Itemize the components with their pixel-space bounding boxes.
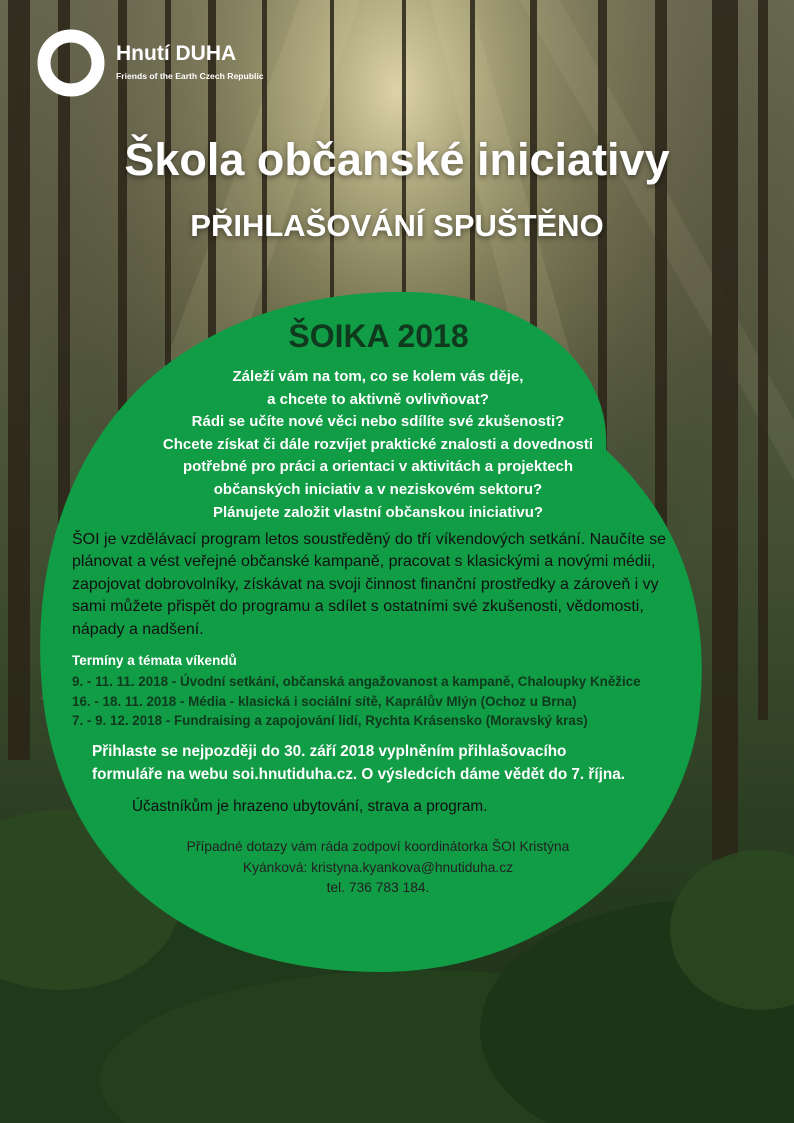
apply-line: Přihlaste se nejpozději do 30. září 2018 vyplněním přihlašovacího [92,743,567,760]
question-line: a chcete to aktivně ovlivňovat? [267,390,489,408]
org-name: Hnutí DUHA [116,42,237,65]
question-line: občanských iniciativ a v neziskovém sektoru? [213,480,543,498]
org-subtitle: Friends of the Earth Czech Republic [116,71,264,81]
contact-info [100,837,656,899]
terms-list [72,672,641,731]
contact-line: tel. 736 783 184. [326,880,430,895]
ring-logo-icon [36,28,106,98]
covered-costs: Účastníkům je hrazeno ubytování, strava a program. [132,798,488,815]
intro-paragraph: ŠOI je vzdělávací program letos soustředěný do tří víkendových setkání. Naučíte se plánovat a vést veřejné občanské kampaně, pracovat s klasickými a novými médii, zapojovat dobrovolníky, získávat na svoji činnost finanční prostředky a zároveň i vy sami můžete přispět do programu a sdílet s ostatními své zkušenosti, vědomosti, nápady a nadšení. [72,531,667,638]
question-line: Plánujete založit vlastní občanskou iniciativu? [212,503,544,521]
page-subtitle: PŘIHLAŠOVÁNÍ SPUŠTĚNO [190,208,604,243]
apply-info [92,740,692,786]
term-item: 9. - 11. 11. 2018 - Úvodní setkání, občanská angažovanost a kampaně, Chaloupky Kněžice [72,674,641,689]
page-title: Škola občanské iniciativy [124,134,670,185]
question-line: Chcete získat či dále rozvíjet praktické znalosti a dovednosti [162,435,594,453]
contact-line: Případné dotazy vám ráda zodpoví koordinátorka ŠOI Kristýna [186,839,570,854]
term-item: 7. - 9. 12. 2018 - Fundraising a zapojování lidí, Rychta Krásensko (Moravský kras) [72,713,588,728]
question-line: potřebné pro práci a orientaci v aktivitách a projektech [182,458,574,476]
apply-line: formuláře na webu soi.hnutiduha.cz. O výsledcích dáme vědět do 7. října. [92,766,625,783]
contact-line: Kyánková: kristyna.kyankova@hnutiduha.cz [242,859,514,875]
terms-title: Termíny a témata víkendů [72,653,237,668]
question-line: Rádi se učíte nové věci nebo sdílíte své zkušenosti? [191,413,565,431]
org-logo [34,28,284,98]
question-line: Záleží vám na tom, co se kolem vás děje, [232,368,524,385]
questions-block [100,366,656,524]
event-heading: ŠOIKA 2018 [288,318,469,354]
term-item: 16. - 18. 11. 2018 - Média - klasická i sociální sítě, Kaprálův Mlýn (Ochoz u Brna) [72,693,577,709]
